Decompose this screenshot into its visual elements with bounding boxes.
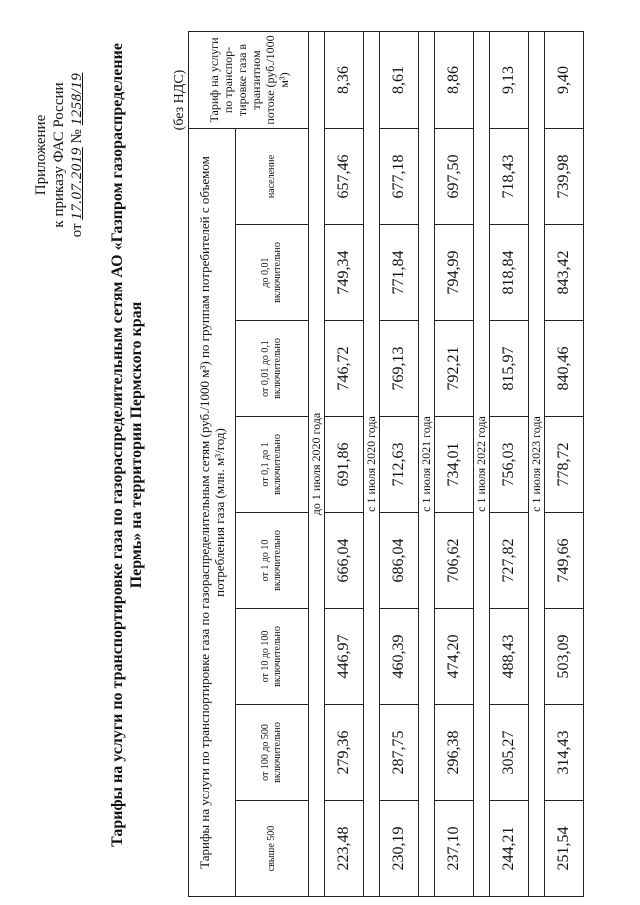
- tariff-value-cell: 749,66: [545, 513, 584, 609]
- column-header: от 0,1 до 1 включительно: [236, 417, 309, 513]
- tariff-value-cell: 223,48: [325, 801, 364, 897]
- tariff-value-cell: 251,54: [545, 801, 584, 897]
- tariff-value-cell: 460,39: [380, 609, 419, 705]
- tariff-value-cell: 739,98: [545, 128, 584, 224]
- tariff-table: [188, 31, 584, 897]
- tariff-value-cell: 237,10: [435, 801, 474, 897]
- transit-header: Тариф на услуги по транспор-тировке газа в транзитном потоке (руб./1000 м³): [189, 31, 309, 128]
- period-label: с 1 июля 2021 года: [419, 31, 435, 896]
- appendix-label: Приложение: [33, 114, 49, 196]
- tariff-value-cell: 718,43: [490, 128, 529, 224]
- appendix-block: [32, 25, 86, 285]
- order-date: 17.07.2019: [69, 147, 85, 220]
- appendix-order-date-number: [68, 25, 86, 285]
- tariff-value-cell: 706,62: [435, 513, 474, 609]
- tariff-value-cell: 727,82: [490, 513, 529, 609]
- column-header: от 10 до 100 включительно: [236, 609, 309, 705]
- tariff-value-cell: 474,20: [435, 609, 474, 705]
- tariff-value-cell: 818,84: [490, 225, 529, 321]
- period-label: с 1 июля 2022 года: [474, 31, 490, 896]
- title-line-1: Тарифы на услуги по транспортировке газа по газораспределительным сетям АО «Газпром газораспределение: [109, 43, 126, 847]
- column-header: от 0,01 до 0,1 включительно: [236, 321, 309, 417]
- period-row: [529, 31, 545, 896]
- tariff-value-cell: 314,43: [545, 705, 584, 801]
- tariff-value-cell: 8,86: [435, 31, 474, 128]
- tariff-value-cell: 287,75: [380, 705, 419, 801]
- tariff-value-cell: 843,42: [545, 225, 584, 321]
- tariff-value-cell: 305,27: [490, 705, 529, 801]
- tariff-value-cell: 677,18: [380, 128, 419, 224]
- column-header: свыше 500: [236, 801, 309, 897]
- table-row: [545, 31, 584, 896]
- table-row: [435, 31, 474, 896]
- tariff-value-cell: 749,34: [325, 225, 364, 321]
- tariff-value-cell: 778,72: [545, 417, 584, 513]
- column-header: от 100 до 500 включительно: [236, 705, 309, 801]
- tariff-value-cell: 9,40: [545, 31, 584, 128]
- table-row: [380, 31, 419, 896]
- tariff-value-cell: 769,13: [380, 321, 419, 417]
- period-label: до 1 июля 2020 года: [309, 31, 325, 896]
- tariff-value-cell: 792,21: [435, 321, 474, 417]
- table-header-row-columns: [236, 31, 309, 896]
- appendix-order-ref: к приказу ФАС России: [51, 82, 67, 228]
- date-prefix: от: [69, 223, 85, 238]
- column-header: от 1 до 10 включительно: [236, 513, 309, 609]
- table-row: [490, 31, 529, 896]
- table-body: [309, 31, 584, 896]
- column-header: население: [236, 128, 309, 224]
- period-row: [419, 31, 435, 896]
- tariff-value-cell: 840,46: [545, 321, 584, 417]
- tariff-value-cell: 746,72: [325, 321, 364, 417]
- table-row: [325, 31, 364, 896]
- table-header-row-group: [189, 31, 236, 896]
- tariff-value-cell: 9,13: [490, 31, 529, 128]
- tariff-value-cell: 657,46: [325, 128, 364, 224]
- tariff-value-cell: 279,36: [325, 705, 364, 801]
- document-title: [108, 25, 146, 865]
- number-sign: №: [69, 129, 85, 144]
- tariff-value-cell: 244,21: [490, 801, 529, 897]
- vat-note: (без НДС): [172, 69, 187, 131]
- tariff-value-cell: 794,99: [435, 225, 474, 321]
- tariff-value-cell: 697,50: [435, 128, 474, 224]
- tariff-value-cell: 691,86: [325, 417, 364, 513]
- order-number: 1258/19: [69, 72, 85, 126]
- tariff-value-cell: 8,36: [325, 31, 364, 128]
- tariff-value-cell: 8,61: [380, 31, 419, 128]
- tariff-value-cell: 488,43: [490, 609, 529, 705]
- title-line-2: Пермь» на территории Пермского края: [128, 301, 145, 589]
- tariff-value-cell: 296,38: [435, 705, 474, 801]
- tariff-value-cell: 756,03: [490, 417, 529, 513]
- tariff-value-cell: 712,63: [380, 417, 419, 513]
- period-label: с 1 июля 2020 года: [364, 31, 380, 896]
- group-header: Тарифы на услуги по транспортировке газа по газораспределительным сетям (руб./1000 м³) по группам потребителей с объемом потребления газа (млн. м³/год): [189, 128, 236, 896]
- period-row: [474, 31, 490, 896]
- tariff-value-cell: 686,04: [380, 513, 419, 609]
- period-label: с 1 июля 2023 года: [529, 31, 545, 896]
- tariff-value-cell: 666,04: [325, 513, 364, 609]
- period-row: [364, 31, 380, 896]
- tariff-value-cell: 815,97: [490, 321, 529, 417]
- column-header: до 0,01 включительно: [236, 225, 309, 321]
- tariff-value-cell: 771,84: [380, 225, 419, 321]
- tariff-value-cell: 503,09: [545, 609, 584, 705]
- tariff-value-cell: 230,19: [380, 801, 419, 897]
- period-row: [309, 31, 325, 896]
- document-header: [0, 0, 180, 905]
- tariff-value-cell: 446,97: [325, 609, 364, 705]
- tariff-value-cell: 734,01: [435, 417, 474, 513]
